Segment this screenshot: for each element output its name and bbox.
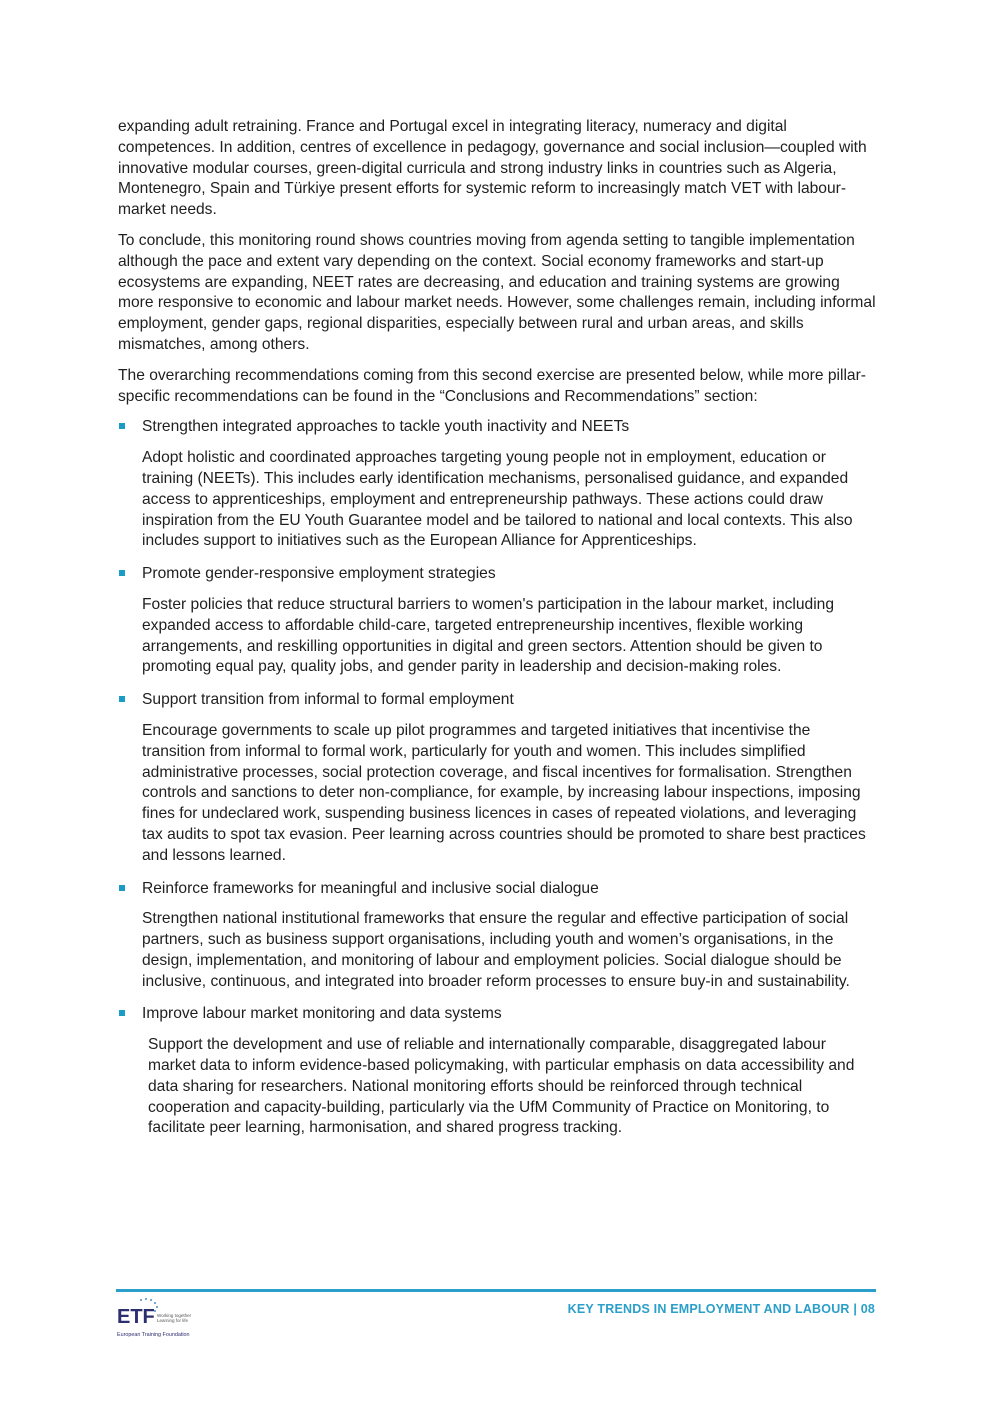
- recommendation-text: Strengthen national institutional frameworks that ensure the regular and effective participation of social partners, such as business support organisations, including youth and women’s organisations, in the design, implementation, and monitoring of labour and employment policies. Social dialogue should be inclusive, continuous, and integrated into broader reform processes to ensure buy-in and sustainability.: [142, 910, 850, 990]
- recommendation-text: Encourage governments to scale up pilot programmes and targeted initiatives that incentivise the transition from informal to formal work, particularly for youth and women. This includes simplified administrative processes, social protection coverage, and fiscal incentives for formalisation. Strengthen controls and sanctions to deter non-compliance, for example, by increasing labour inspections, imposing fines for undeclared work, suspending business licences in cases of repeated violations, and leveraging tax audits to spot tax evasion. Peer learning across countries should be promoted to share best practices and lessons learned.: [142, 721, 866, 864]
- recommendation-text: Support the development and use of reliable and internationally comparable, disaggregated labour market data to inform evidence-based policymaking, with particular emphasis on data accessibility and data sharing for researchers. National monitoring efforts should be reinforced through technical cooperation and capacity-building, particularly via the UfM Community of Practice on Monitoring, to facilitate peer learning, harmonisation, and shared progress tracking.: [148, 1036, 855, 1137]
- etf-logo: [117, 1297, 197, 1339]
- square-bullet-icon: [119, 885, 125, 891]
- body-paragraph: To conclude, this monitoring round shows countries moving from agenda setting to tangible implementation although the pace and extent vary depending on the context. Social economy frameworks and start-up ecosystems are expanding, NEET rates are decreasing, and education and training systems are growing more responsive to economic and labour market needs. However, some challenges remain, including informal employment, gender gaps, regional disparities, especially between rural and urban areas, and skills mismatches, among others.: [118, 231, 876, 353]
- recommendation-item: [118, 564, 876, 678]
- body-paragraph: expanding adult retraining. France and Portugal excel in integrating literacy, numeracy and digital competences. In addition, centres of excellence in pedagogy, governance and social inclusion—coupled with innovative modular courses, green-digital curricula and strong industry links in countries such as Algeria, Montenegro, Spain and Türkiye present efforts for systemic reform to increasingly match VET with labour-market needs.: [118, 118, 867, 219]
- recommendation-item: [118, 417, 876, 552]
- recommendation-item: [118, 1004, 876, 1139]
- recommendation-title: Improve labour market monitoring and data systems: [142, 1005, 502, 1023]
- square-bullet-icon: [119, 570, 125, 576]
- recommendation-title: Strengthen integrated approaches to tackle youth inactivity and NEETs: [142, 418, 630, 436]
- recommendation-text: Foster policies that reduce structural barriers to women's participation in the labour market, including expanded access to affordable child-care, targeted entrepreneurship incentives, flexible working arrangements, and reskilling opportunities in digital and green sectors. Attention should be given to promoting equal pay, quality jobs, and gender parity in leadership and decision-making roles.: [142, 595, 835, 676]
- body-paragraph: The overarching recommendations coming from this second exercise are presented below, while more pillar-specific recommendations can be found in the “Conclusions and Recommendations” section:: [118, 366, 866, 405]
- square-bullet-icon: [119, 696, 125, 702]
- recommendations-list: [118, 417, 876, 1139]
- logo-organisation-name: European Training Foundation: [117, 1332, 190, 1338]
- logo-tagline: Working together: [157, 1313, 192, 1318]
- recommendation-item: [118, 690, 876, 866]
- page-body: [118, 117, 876, 1151]
- recommendation-title: Reinforce frameworks for meaningful and inclusive social dialogue: [142, 879, 599, 897]
- square-bullet-icon: [119, 1010, 125, 1016]
- footer-running-title: KEY TRENDS IN EMPLOYMENT AND LABOUR | 08: [567, 1302, 875, 1316]
- recommendation-text: Adopt holistic and coordinated approaches targeting young people not in employment, education or training (NEETs). This includes early identification mechanisms, personalised guidance, and expanded access to apprenticeships, employment and entrepreneurship pathways. These actions could draw inspiration from the EU Youth Guarantee model and be tailored to national and local contexts. This also includes support to initiatives such as the European Alliance for Apprenticeships.: [142, 449, 853, 550]
- recommendation-item: [118, 879, 876, 993]
- logo-tagline: Learning for life: [157, 1318, 189, 1323]
- logo-wordmark: ETF: [117, 1306, 155, 1328]
- square-bullet-icon: [119, 423, 125, 429]
- footer-divider: [116, 1289, 876, 1292]
- recommendation-title: Support transition from informal to formal employment: [142, 691, 514, 709]
- recommendation-title: Promote gender-responsive employment strategies: [142, 565, 496, 583]
